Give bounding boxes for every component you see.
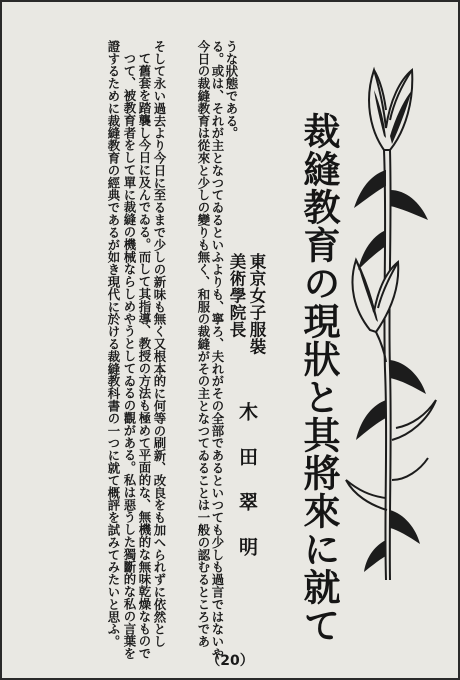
floral-vine-illustration	[340, 40, 440, 600]
body-line: て舊套を踏襲し今日に及んでゐる。而して其指導、教授の方法も極めて平面的な、無機的な無味乾燥なもので	[137, 52, 152, 660]
body-line: うな狀態である。	[224, 40, 239, 140]
article-title: 裁縫教育の現狀と其將來に就て	[297, 112, 341, 644]
body-line: る。或は、それが主となつてゐるといふよりも、寧ろ、夫れがその全部であるといつても少しも過言ではないや	[210, 40, 225, 660]
body-line: そして永い過去より今日に至るまで少しの新味も無く又根本的に何等の刷新、改良をも加へられずに依然とし	[152, 40, 167, 648]
body-line: つて、被教育者をして單に裁縫の機械ならしめやうとしてゐるの觀がある。私は惡うした獨斷的な私の言葉を	[122, 52, 137, 660]
page-number: （20）	[206, 653, 254, 669]
author-affiliation-line2: 美術學院長	[227, 253, 246, 338]
author-affiliation-line1: 東京女子服裝	[247, 253, 266, 355]
body-line: 今日の裁縫教育は從來と少しの變りも無く、和服の裁縫がその主となつてゐることは一般の認むるところであ	[196, 40, 211, 648]
author-name: 木田翠明	[236, 402, 258, 582]
body-line: 證するために裁縫教育の經典であるが如き現代に於ける裁縫教科書の一つに就て概評を試みてみたいと思ふ。	[106, 40, 121, 648]
